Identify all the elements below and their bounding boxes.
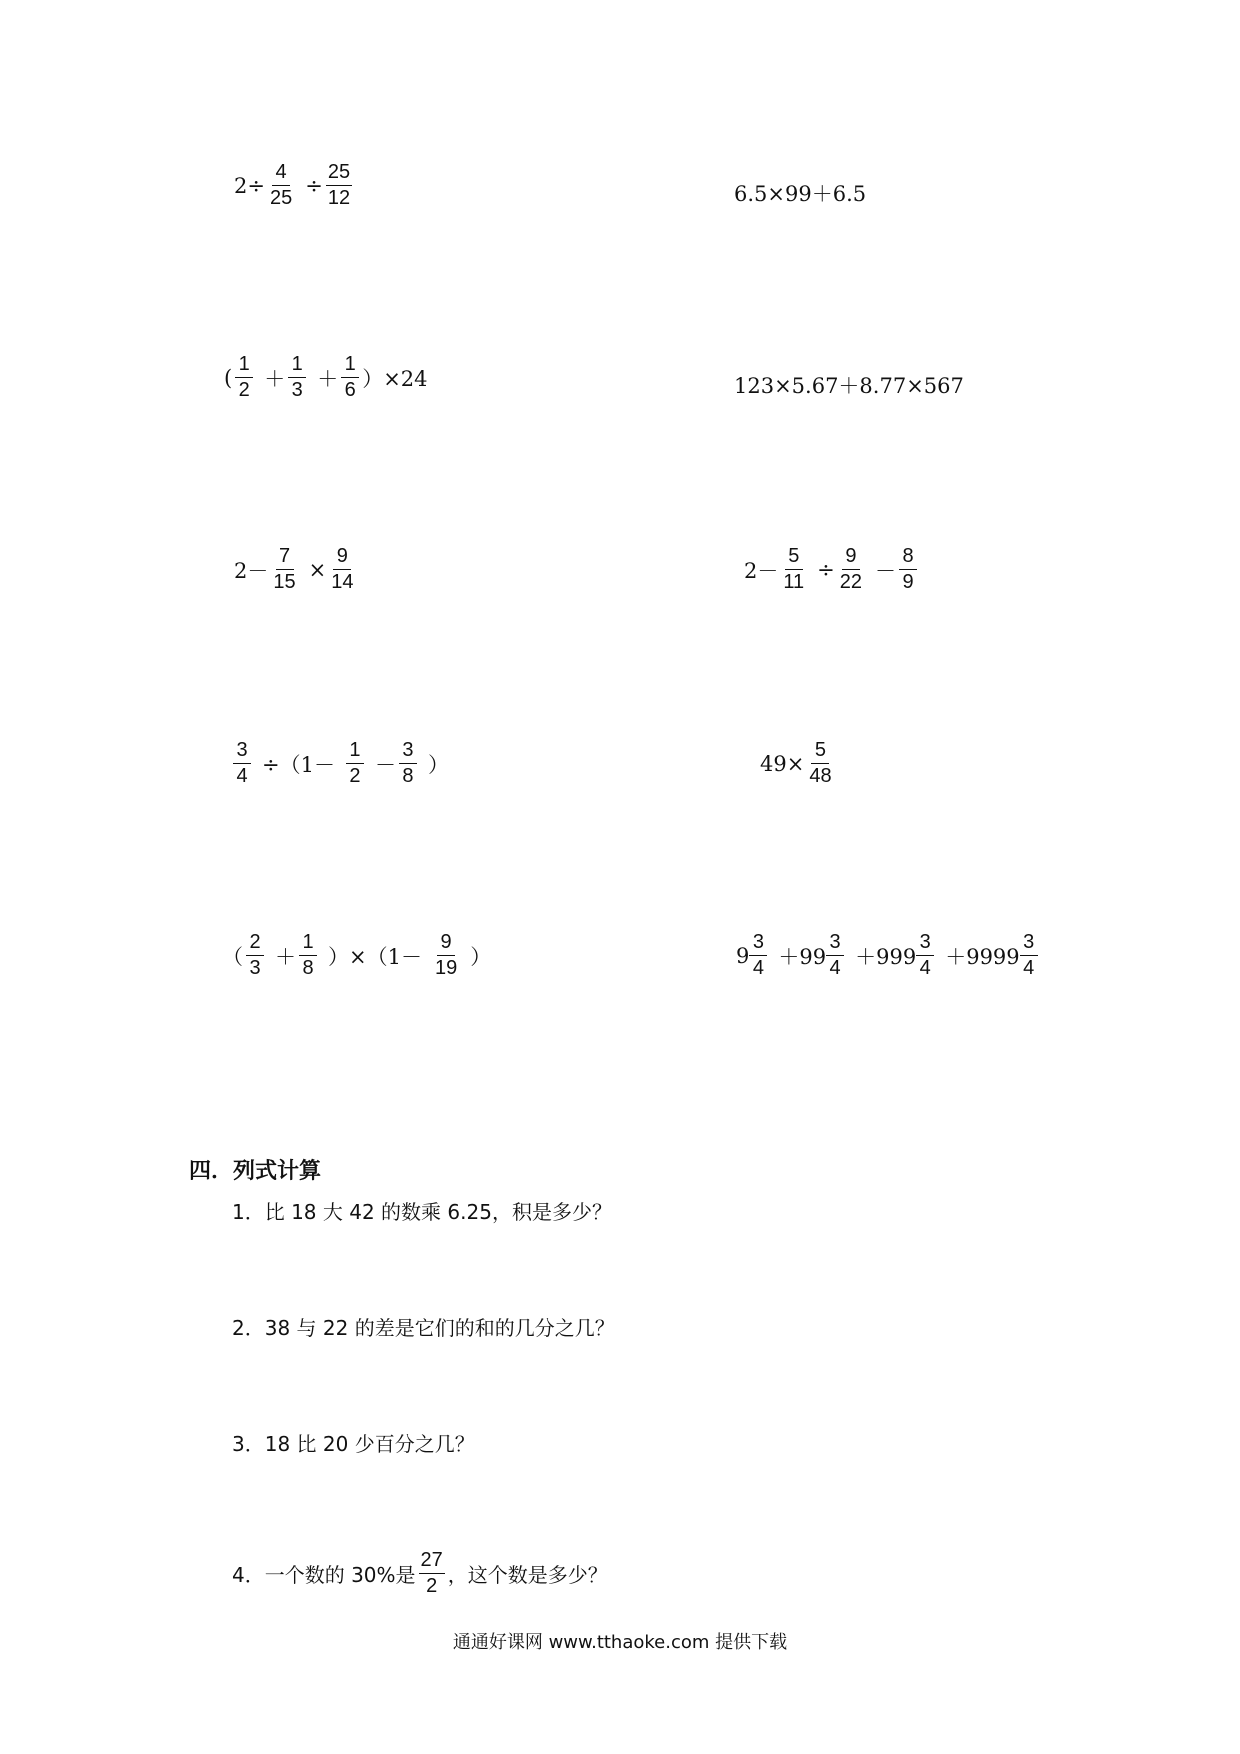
q4-fraction: $\frac{27}{2}$	[420, 1549, 443, 1597]
p8-fraction-1: $\frac{5}{48}$	[809, 739, 832, 787]
q4-suffix: ，这个数是多少？	[447, 1563, 608, 1587]
p7-fraction-1: $\frac{3}{4}$	[233, 740, 251, 787]
p1-fraction-2: $\frac{25}{12}$	[327, 161, 351, 209]
problem-10	[736, 932, 1041, 979]
problem-5	[234, 546, 358, 593]
p10-whole-3: ＋999	[855, 944, 917, 969]
p9-fraction-1: $\frac{2}{3}$	[246, 932, 264, 979]
p5-text-b: ×	[308, 557, 327, 582]
p4-text: 123×5.67＋8.77×567	[734, 374, 964, 398]
p9-fraction-3: $\frac{9}{19}$	[434, 931, 458, 979]
p10-whole-1: 9	[736, 943, 750, 968]
p6-text-c: －	[875, 558, 896, 583]
p5-fraction-2: $\frac{9}{14}$	[331, 545, 354, 593]
p8-text-a: 49×	[760, 751, 805, 776]
p3-fraction-3: $\frac{1}{6}$	[341, 354, 359, 401]
p1-fraction-1: $\frac{4}{25}$	[269, 161, 293, 209]
p9-close: ）	[470, 944, 492, 969]
footer-text: 通通好课网 www.tthaoke.com 提供下载	[452, 1632, 788, 1653]
p10-whole-2: ＋99	[778, 944, 827, 969]
p3-plus-2: ＋	[317, 366, 339, 391]
problem-9	[222, 932, 491, 979]
p10-whole-4: ＋9999	[945, 944, 1020, 969]
p9-plus: ＋	[275, 944, 296, 969]
p6-text-b: ÷	[817, 557, 835, 582]
p5-fraction-1: $\frac{7}{15}$	[273, 545, 296, 593]
problem-8	[760, 740, 837, 787]
p7-text-a: ÷（1－	[262, 752, 335, 777]
q4-prefix: 4．一个数的 30%是	[232, 1563, 416, 1587]
p6-text-a: 2－	[744, 558, 779, 583]
question-2: 2．38 与 22 的差是它们的和的几分之几？	[232, 1316, 615, 1340]
p5-text-a: 2－	[234, 558, 269, 583]
p2-text: 6.5×99＋6.5	[734, 182, 867, 206]
section-title: 四．列式计算	[189, 1159, 322, 1184]
problem-3	[224, 354, 428, 401]
problem-4	[734, 370, 964, 400]
p3-tail: ）×24	[362, 366, 428, 391]
p3-fraction-2: $\frac{1}{3}$	[288, 354, 306, 401]
p3-open: (	[224, 365, 233, 390]
problem-2	[734, 178, 866, 208]
p7-fraction-2: $\frac{1}{2}$	[346, 740, 364, 787]
p6-fraction-3: $\frac{8}{9}$	[899, 546, 917, 593]
problem-1	[234, 162, 355, 209]
question-3: 3．18 比 20 少百分之几？	[232, 1432, 475, 1456]
p6-fraction-2: $\frac{9}{22}$	[839, 545, 862, 593]
p7-fraction-3: $\frac{3}{8}$	[399, 740, 417, 787]
p10-fraction-2: $\frac{3}{4}$	[826, 932, 844, 979]
p1-text-b: ÷	[305, 173, 323, 198]
p1-text-a: 2÷	[234, 173, 265, 198]
p7-text-b: －	[374, 752, 396, 777]
p9-open: （	[222, 944, 243, 969]
question-4	[232, 1550, 608, 1597]
p10-fraction-4: $\frac{3}{4}$	[1020, 932, 1038, 979]
p3-fraction-1: $\frac{1}{2}$	[235, 354, 253, 401]
p3-plus-1: ＋	[264, 366, 286, 391]
problem-6	[744, 546, 920, 593]
p9-fraction-2: $\frac{1}{8}$	[299, 932, 317, 979]
question-1: 1．比 18 大 42 的数乘 6.25，积是多少？	[232, 1200, 612, 1224]
problem-7	[230, 740, 449, 787]
p7-text-c: ）	[427, 752, 449, 777]
p10-fraction-1: $\frac{3}{4}$	[749, 932, 767, 979]
p9-mid: ）×（1－	[328, 944, 422, 969]
p10-fraction-3: $\frac{3}{4}$	[916, 932, 934, 979]
p6-fraction-1: $\frac{5}{11}$	[783, 545, 805, 593]
